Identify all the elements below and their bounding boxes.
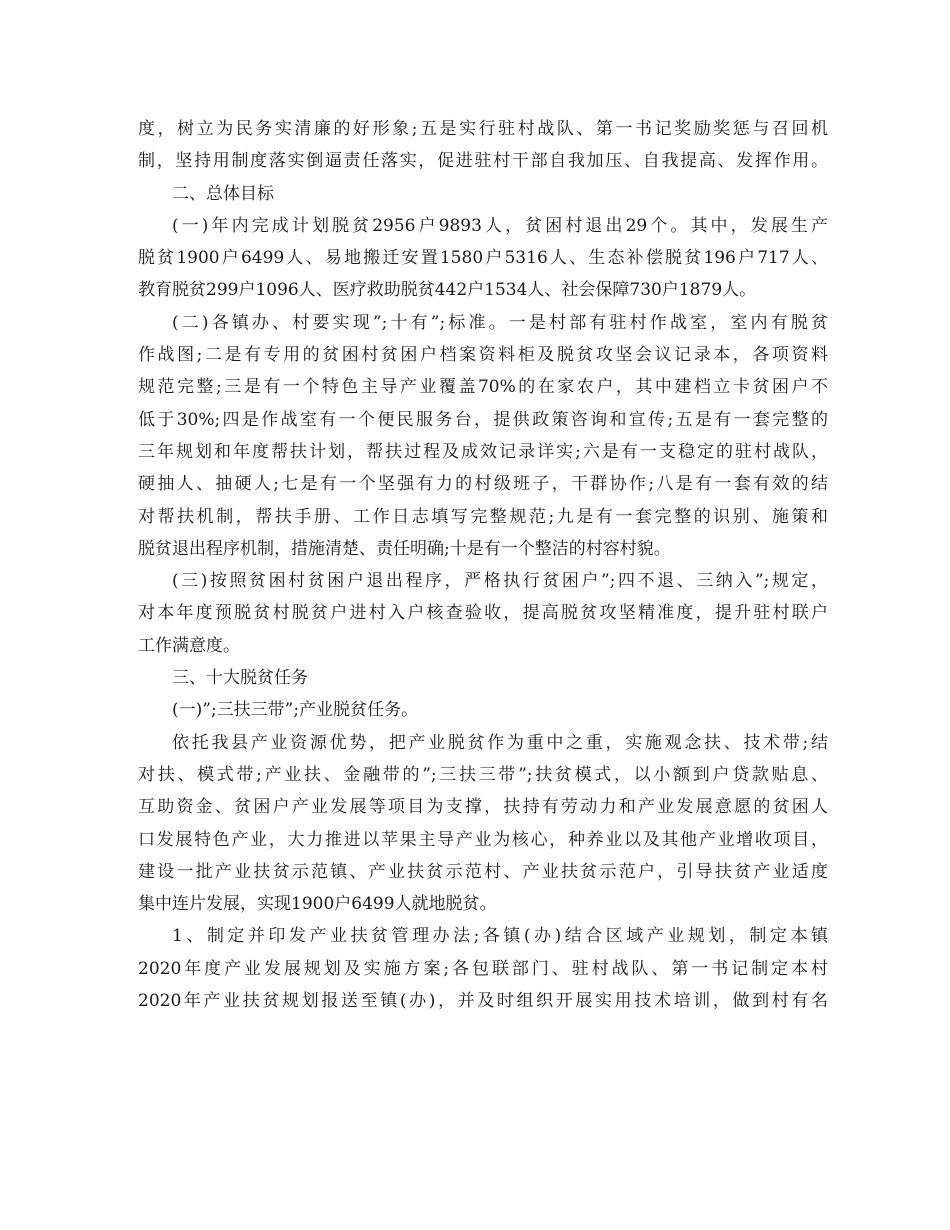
text-line: 低于30%;四是作战室有一个便民服务台，提供政策咨询和宣传;五是有一套完整的 [138,409,828,430]
text-line: 2020年度产业发展规划及实施方案;各包联部门、驻村战队、第一书记制定本村 [138,958,828,979]
text-line: 2020年产业扶贫规划报送至镇(办)，并及时组织开展实用技术培训，做到村有名 [138,991,828,1012]
text-line: 作战图;二是有专用的贫困村贫困户档案资料柜及脱贫攻坚会议记录本，各项资料 [138,345,828,366]
section-heading: 二、总体目标 [172,183,274,204]
text-line: 教育脱贫299户1096人、医疗救助脱贫442户1534人、社会保障730户1879人。 [138,280,757,301]
text-line: 脱贫退出程序机制，措施清楚、责任明确;十是有一个整洁的村容村貌。 [138,538,671,559]
text-line: 度，树立为民务实清廉的好形象;五是实行驻村战队、第一书记奖励奖惩与召回机 [138,119,828,139]
text-line: 互助资金、贫困户产业发展等项目为支撑，扶持有劳动力和产业发展意愿的贫困人 [138,797,828,818]
text-line: 建设一批产业扶贫示范镇、产业扶贫示范村、产业扶贫示范户，引导扶贫产业适度 [138,861,828,882]
text-line: 工作满意度。 [138,635,240,656]
text-line: 硬抽人、抽硬人;七是有一个坚强有力的村级班子，干群协作;八是有一套有效的结 [138,474,828,495]
text-line: 对本年度预脱贫村脱贫户进村入户核查验收，提高脱贫攻坚精准度，提升驻村联户 [138,603,828,624]
text-line: 脱贫1900户6499人、易地搬迁安置1580户5316人、生态补偿脱贫196户717人、 [138,248,828,269]
document-body [138,113,828,1017]
text-line: (一)年内完成计划脱贫2956户9893人，贫困村退出29个。其中，发展生产 [172,215,828,236]
section-heading: 三、十大脱贫任务 [172,668,308,689]
text-line: 口发展特色产业，大力推进以苹果主导产业为核心，种养业以及其他产业增收项目， [138,829,828,850]
text-line: 制，坚持用制度落实倒逼责任落实，促进驻村干部自我加压、自我提高、发挥作用。 [138,151,828,172]
text-line: 规范完整;三是有一个特色主导产业覆盖70%的在家农户，其中建档立卡贫困户不 [138,377,828,398]
text-line: (三)按照贫困村贫困户退出程序，严格执行贫困户”;四不退、三纳入”;规定， [172,571,828,592]
text-line: 集中连片发展，实现1900户6499人就地脱贫。 [138,894,497,915]
text-line: 三年规划和年度帮扶计划，帮扶过程及成效记录详实;六是有一支稳定的驻村战队， [138,441,828,462]
text-line: 对扶、模式带;产业扶、金融带的”;三扶三带”;扶贫模式，以小额到户贷款贴息、 [138,764,828,785]
text-line: (二)各镇办、村要实现”;十有”;标准。一是村部有驻村作战室，室内有脱贫 [172,312,828,333]
text-line: 1、制定并印发产业扶贫管理办法;各镇(办)结合区域产业规划，制定本镇 [172,926,828,947]
text-line: 依托我县产业资源优势，把产业脱贫作为重中之重，实施观念扶、技术带;结 [172,732,828,753]
text-line: 对帮扶机制，帮扶手册、工作日志填写完整规范;九是有一套完整的识别、施策和 [138,506,828,527]
subsection-heading: (一)”;三扶三带”;产业脱贫任务。 [172,700,419,721]
